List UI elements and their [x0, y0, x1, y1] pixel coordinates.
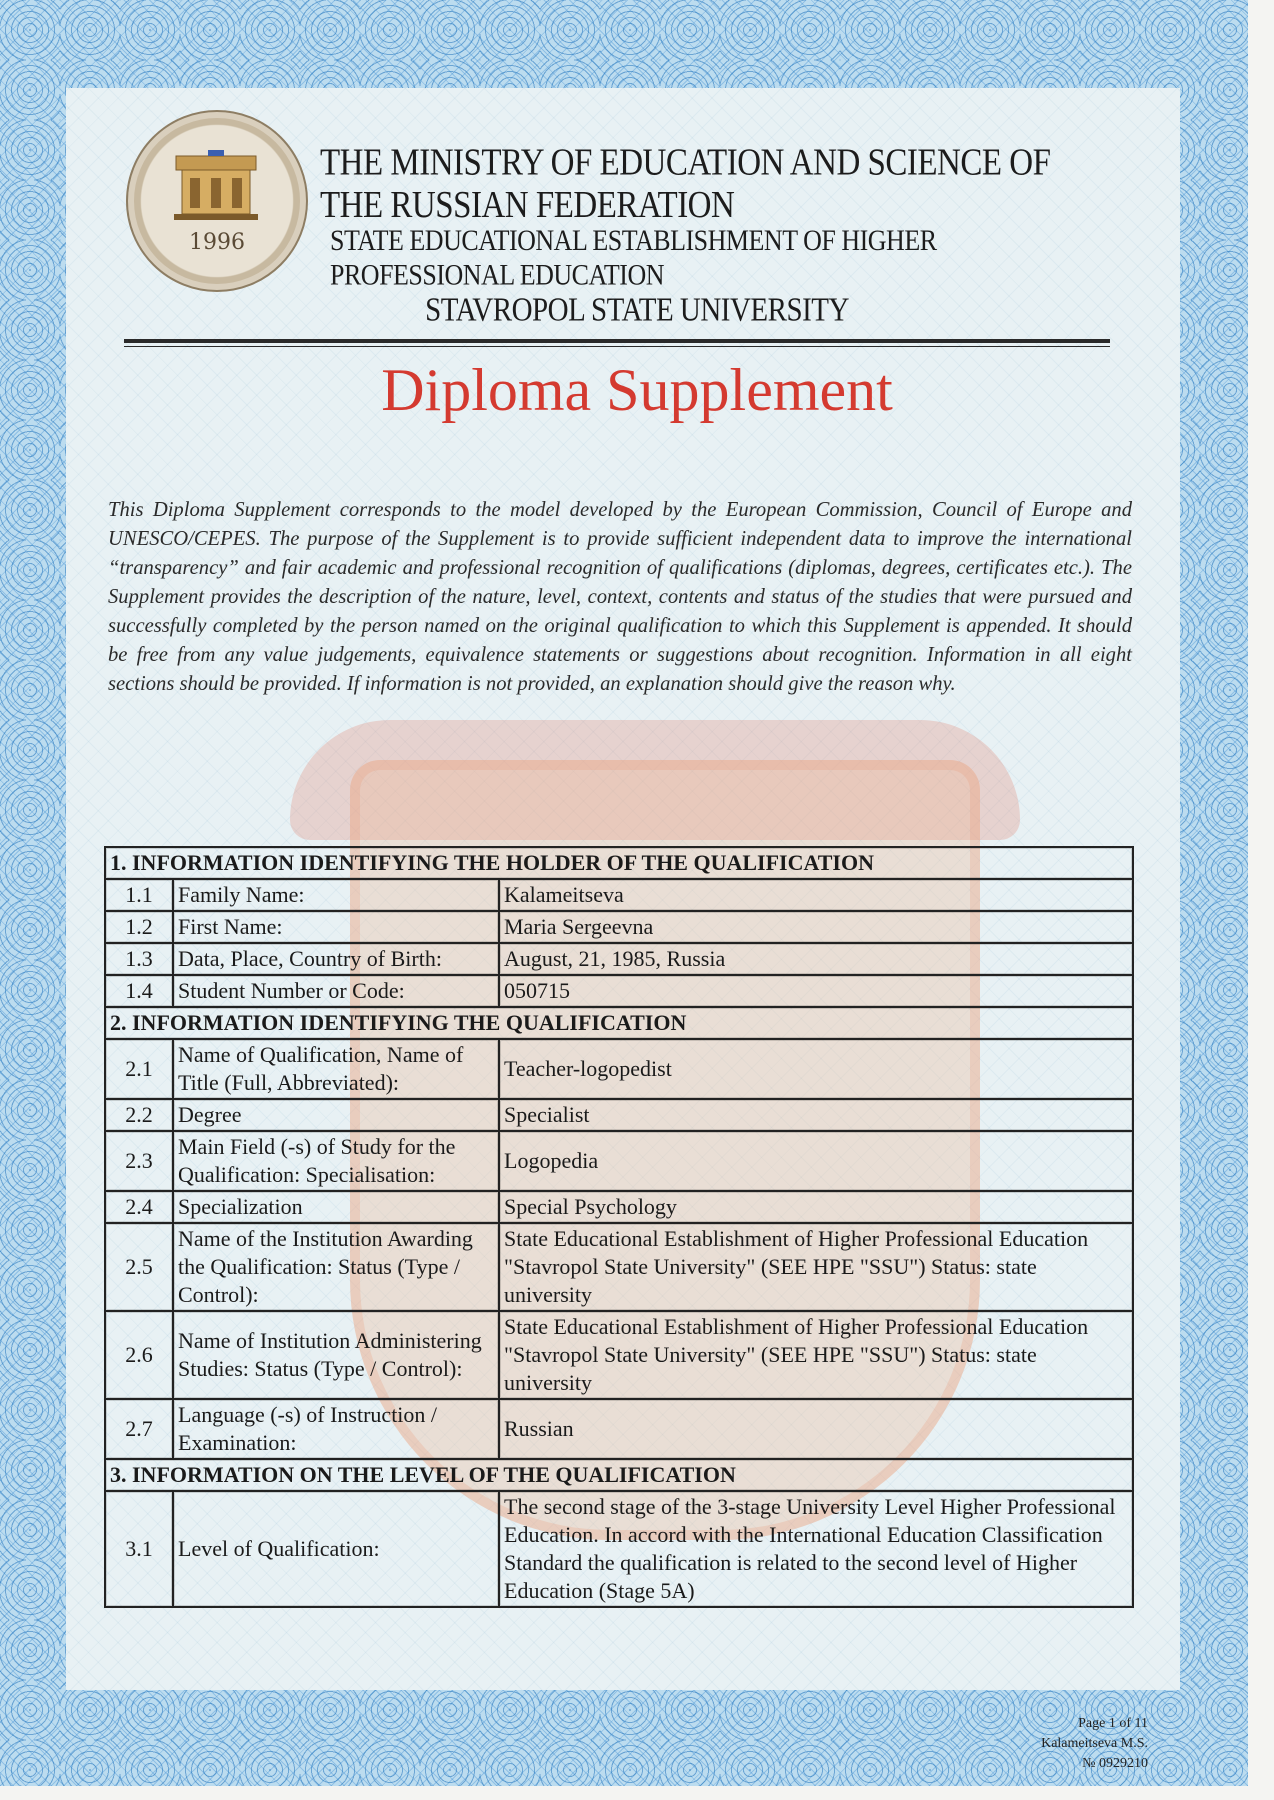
row-label: Language (-s) of Instruction / Examination:: [173, 1399, 499, 1459]
table-row: [105, 911, 1133, 943]
row-number: 2.4: [105, 1191, 173, 1223]
row-number: 1.2: [105, 911, 173, 943]
row-value: Maria Sergeevna: [499, 911, 1133, 943]
table-row: [105, 1099, 1133, 1131]
table-row: [105, 943, 1133, 975]
section-heading: 3. INFORMATION ON THE LEVEL OF THE QUALIFICATION: [105, 1459, 1133, 1491]
row-value: Special Psychology: [499, 1191, 1133, 1223]
row-label: Degree: [173, 1099, 499, 1131]
holder-name: Kalameitseva M.S.: [1041, 1736, 1148, 1751]
header-divider-thin: [124, 346, 1110, 347]
row-value: State Educational Establishment of Higher Professional Education "Stavropol State University" (SEE HPE "SSU") Status: state university: [499, 1223, 1133, 1311]
establishment-heading: STATE EDUCATIONAL ESTABLISHMENT OF HIGHER PROFESSIONAL EDUCATION: [330, 223, 937, 292]
row-label: First Name:: [173, 911, 499, 943]
row-value: 050715: [499, 975, 1133, 1007]
section-heading: 2. INFORMATION IDENTIFYING THE QUALIFICATION: [105, 1007, 1133, 1039]
section-heading: 1. INFORMATION IDENTIFYING THE HOLDER OF THE QUALIFICATION: [105, 847, 1133, 879]
row-value: Kalameitseva: [499, 879, 1133, 911]
row-value: State Educational Establishment of Higher Professional Education "Stavropol State University" (SEE HPE "SSU") Status: state university: [499, 1311, 1133, 1399]
document-title: Diploma Supplement: [381, 357, 893, 423]
row-number: 2.3: [105, 1131, 173, 1191]
row-label: Main Field (-s) of Study for the Qualification: Specialisation:: [173, 1131, 499, 1191]
row-value: August, 21, 1985, Russia: [499, 943, 1133, 975]
university-seal-icon: [126, 110, 308, 292]
row-label: Name of the Institution Awarding the Qualification: Status (Type / Control):: [173, 1223, 499, 1311]
header-divider: [124, 339, 1110, 343]
table-row: [105, 1223, 1133, 1311]
row-number: 2.1: [105, 1039, 173, 1099]
intro-paragraph: This Diploma Supplement corresponds to the model developed by the European Commission, Council of Europe and UNESCO/CEPES. The purpose of the Supplement is to provide sufficient independent data to improve the international “transparency” and fair academic and professional recognition of qualifications (diplomas, degrees, certificates etc.). The Supplement provides the description of the nature, level, context, contents and status of the studies that were pursued and successfully completed by the person named on the original qualification to which this Supplement is appended. It should be free from any value judgements, equivalence statements or suggestions about recognition. Information in all eight sections should be provided. If information is not provided, an explanation should give the reason why.: [108, 499, 1132, 695]
table-row: [105, 1491, 1133, 1607]
row-label: Family Name:: [173, 879, 499, 911]
qualification-info-table: [104, 846, 1134, 1608]
row-number: 3.1: [105, 1491, 173, 1607]
row-number: 1.3: [105, 943, 173, 975]
table-row: [105, 1399, 1133, 1459]
row-number: 2.2: [105, 1099, 173, 1131]
row-number: 1.1: [105, 879, 173, 911]
row-label: Level of Qualification:: [173, 1491, 499, 1607]
building-icon: [172, 150, 260, 222]
row-number: 2.5: [105, 1223, 173, 1311]
table-row: [105, 1191, 1133, 1223]
row-value: Logopedia: [499, 1131, 1133, 1191]
row-label: Specialization: [173, 1191, 499, 1223]
row-label: Student Number or Code:: [173, 975, 499, 1007]
row-number: 2.6: [105, 1311, 173, 1399]
row-value: Specialist: [499, 1099, 1133, 1131]
table-row: [105, 1039, 1133, 1099]
document-number: № 0929210: [1082, 1756, 1148, 1771]
seal-year: 1996: [189, 230, 245, 255]
table-row: [105, 1311, 1133, 1399]
row-value: Teacher-logopedist: [499, 1039, 1133, 1099]
university-heading: STAVROPOL STATE UNIVERSITY: [425, 291, 849, 329]
row-label: Data, Place, Country of Birth:: [173, 943, 499, 975]
row-value: Russian: [499, 1399, 1133, 1459]
row-label: Name of Institution Administering Studies: Status (Type / Control):: [173, 1311, 499, 1399]
table-row: [105, 975, 1133, 1007]
row-number: 2.7: [105, 1399, 173, 1459]
table-row: [105, 879, 1133, 911]
row-value: The second stage of the 3-stage University Level Higher Professional Education. In accord with the International Education Classification Standard the qualification is related to the second level of Higher Education (Stage 5A): [499, 1491, 1133, 1607]
table-row: [105, 1131, 1133, 1191]
ministry-heading: THE MINISTRY OF EDUCATION AND SCIENCE OF THE RUSSIAN FEDERATION: [320, 142, 1051, 227]
row-label: Name of Qualification, Name of Title (Full, Abbreviated):: [173, 1039, 499, 1099]
row-number: 1.4: [105, 975, 173, 1007]
page-footer: [980, 1714, 1148, 1774]
page-number: Page 1 of 11: [1078, 1716, 1148, 1731]
